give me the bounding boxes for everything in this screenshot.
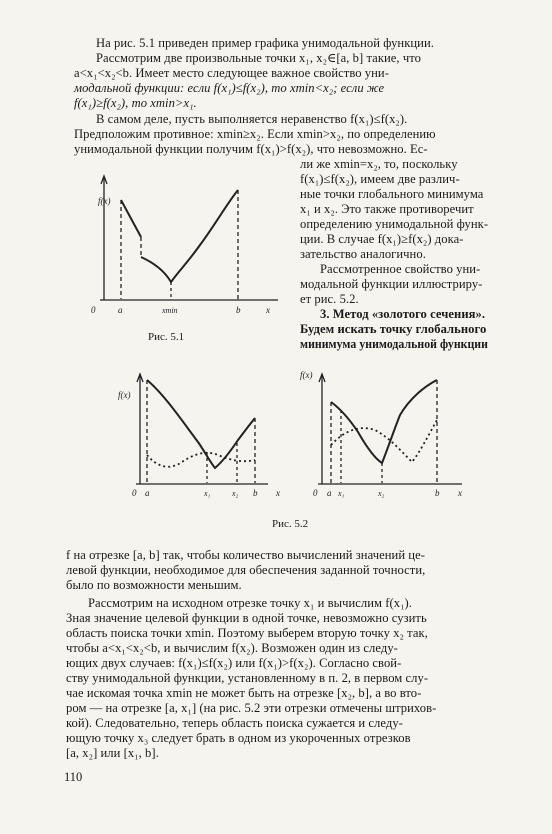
text-line: [a, x₂] или [x₁, b].	[66, 746, 159, 760]
tick-label: x	[266, 305, 270, 315]
tick-label: x₂	[232, 489, 239, 498]
tick-label: a	[327, 488, 332, 498]
text-line: левой функции, необходимое для обеспечения заданной точности,	[66, 563, 426, 577]
y-axis-label: f(x)	[300, 370, 313, 380]
text-line: модальной функции иллюстриру-	[300, 277, 483, 291]
text-line: ству унимодальной функции, установленному в п. 2, в первом слу-	[66, 671, 429, 685]
text-line: Рассмотренное свойство уни-	[320, 262, 481, 276]
text-line: ции. В случае f(x₁)≥f(x₂) дока-	[300, 232, 464, 246]
text-line: a<x₁<x₂<b. Имеет место следующее важное свойство уни-	[74, 66, 389, 80]
text-line: В самом деле, пусть выполняется неравенство f(x₁)≤f(x₂).	[96, 112, 408, 126]
text-line: ром — на отрезке [a, x₁] (на рис. 5.2 эти отрезки отмечены штрихов-	[66, 701, 437, 715]
tick-label: a	[118, 305, 123, 315]
text-line: ет рис. 5.2.	[300, 292, 359, 306]
text-line: ли же xmin=x₂, то, поскольку	[300, 157, 458, 171]
tick-label: x₁	[204, 489, 211, 498]
tick-label: b	[435, 488, 440, 498]
text-line: кой). Следовательно, теперь область поиска сужается и следу-	[66, 716, 403, 730]
text-line: Будем искать точку глобального	[300, 322, 487, 336]
text-line: ющую точку x₃ следует брать в одном из укороченных отрезков	[66, 731, 411, 745]
tick-label: a	[145, 488, 150, 498]
tick-label: b	[236, 305, 241, 315]
text-line: Зная значение целевой функции в одной точке, невозможно сузить	[66, 611, 427, 625]
text-line: Рассмотрим на исходном отрезке точку x₁ и вычислим f(x₁).	[88, 596, 412, 610]
text-line: модальной функции: если f(x₁)≤f(x₂), то xmin<x₂; если же	[74, 81, 385, 95]
tick-label: 0	[132, 488, 137, 498]
tick-label: 0	[313, 488, 318, 498]
text-line: ные точки глобального минимума	[300, 187, 484, 201]
text-line: чае искомая точка xmin не может быть на отрезке [x₂, b], а во вто-	[66, 686, 422, 700]
text-line: Предположим противное: xmin≥x₂. Если xmin>x₂, по определению	[74, 127, 436, 141]
figure-caption: Рис. 5.1	[148, 331, 185, 343]
text-line: Рассмотрим две произвольные точки x₁, x₂∈[a, b] такие, что	[96, 51, 421, 65]
text-line: ющих двух случаев: f(x₁)≤f(x₂) или f(x₁)>f(x₂). Согласно свой-	[66, 656, 402, 670]
tick-label: xmin	[162, 306, 178, 315]
text-line: минимума унимодальной функции	[300, 337, 488, 351]
y-axis-label: f(x)	[98, 196, 111, 206]
figure-caption: Рис. 5.2	[272, 518, 309, 530]
text-line: x₁ и x₂. Это также противоречит	[300, 202, 474, 216]
section-heading: 3. Метод «золотого сечения».	[320, 307, 486, 321]
text-line: было по возможности меньшим.	[66, 578, 242, 592]
y-axis-label: f(x)	[118, 390, 131, 400]
tick-label: x₂	[378, 489, 385, 498]
text-line: На рис. 5.1 приведен пример графика унимодальной функции.	[96, 36, 434, 50]
tick-label: b	[253, 488, 258, 498]
text-line: определению унимодальной функ-	[300, 217, 489, 231]
tick-label: x	[458, 488, 462, 498]
text-line: зательство аналогично.	[300, 247, 426, 261]
tick-label: x₁	[338, 489, 345, 498]
tick-label: 0	[91, 305, 96, 315]
text-line: f(x₁)≥f(x₂), то xmin>x₁.	[74, 96, 197, 110]
text-line: чтобы a<x₁<x₂<b, и вычислим f(x₂). Возможен один из следу-	[66, 641, 398, 655]
tick-label: x	[276, 488, 280, 498]
page-number: 110	[64, 770, 83, 784]
text-line: f(x₁)≤f(x₂), имеем две различ-	[300, 172, 460, 186]
text-line: область поиска точки xmin. Поэтому выберем вторую точку x₂ так,	[66, 626, 428, 640]
text-line: f на отрезке [a, b] так, чтобы количество вычислений значений це-	[66, 548, 425, 562]
text-line: унимодальной функции получим f(x₁)>f(x₂), что невозможно. Ес-	[74, 142, 428, 156]
